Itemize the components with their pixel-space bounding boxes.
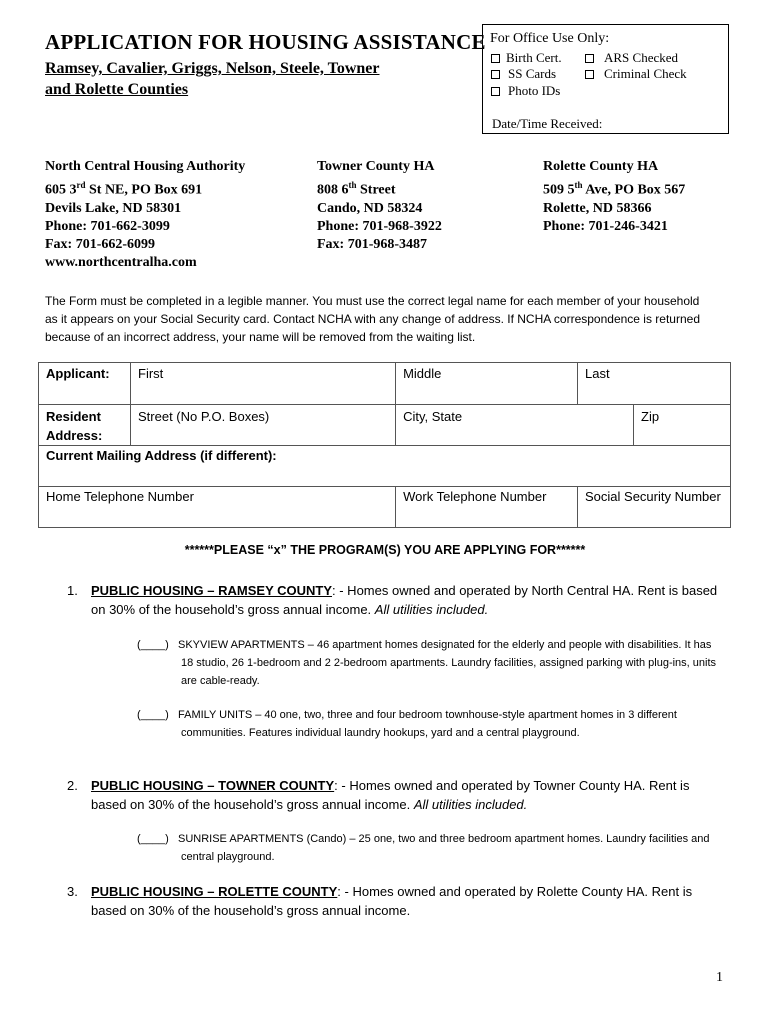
subtitle-line-2: and Rolette Counties [45, 81, 189, 98]
program-description: PUBLIC HOUSING – RAMSEY COUNTY: - Homes owned and operated by North Central HA. Rent is based on 30% of the household’s gross annual income. All utilities included. [91, 583, 718, 617]
program-towner [67, 776, 727, 814]
instructions-paragraph: The Form must be completed in a legible manner. You must use the correct legal name for each member of your household as it appears on your Social Security card. Contact NCHA with any change of address. If NCHA correspondence is returned because of an incorrect address, your name will be removed from the waiting list. [45, 294, 700, 344]
agency-phone: Phone: 701-246-3421 [543, 218, 668, 234]
ss-cards-label: SS Cards [508, 66, 557, 81]
zip-field[interactable]: Zip [634, 405, 731, 446]
street-field[interactable]: Street (No P.O. Boxes) [131, 405, 396, 446]
program-title: PUBLIC HOUSING – ROLETTE COUNTY [91, 884, 338, 899]
selection-blank[interactable]: (____) [137, 709, 169, 721]
checkbox-icon [491, 87, 500, 96]
agency-towner-county [317, 158, 442, 254]
agency-website-link[interactable]: www.northcentralha.com [45, 254, 197, 270]
agency-name: Rolette County HA [543, 159, 659, 174]
agency-rolette-county [543, 158, 685, 236]
applicant-label: Applicant: [39, 363, 131, 405]
criminal-check-checkbox[interactable] [585, 66, 687, 82]
agency-name: North Central Housing Authority [45, 159, 246, 174]
agency-phone: Phone: 701-662-3099 [45, 218, 170, 234]
agency-address-2: Cando, ND 58324 [317, 200, 423, 216]
criminal-check-label: Criminal Check [604, 66, 687, 81]
option-text: FAMILY UNITS – 40 one, two, three and four bedroom townhouse-style apartment homes in 3 different communities. Features individual laundry hookups, yard and a central playground. [178, 709, 677, 739]
agency-address-2: Rolette, ND 58366 [543, 200, 652, 216]
selection-blank[interactable]: (____) [137, 833, 169, 845]
program-ramsey [67, 581, 727, 619]
counties-subtitle [45, 58, 380, 100]
ssn-field[interactable]: Social Security Number [578, 487, 731, 528]
checkbox-icon [491, 70, 500, 79]
agency-fax: Fax: 701-968-3487 [317, 236, 428, 252]
agency-name: Towner County HA [317, 159, 435, 174]
ss-cards-checkbox[interactable] [491, 66, 556, 82]
agency-fax: Fax: 701-662-6099 [45, 236, 156, 252]
applicant-form-table [38, 362, 731, 528]
office-use-heading: For Office Use Only: [490, 31, 610, 46]
program-title: PUBLIC HOUSING – TOWNER COUNTY [91, 778, 335, 793]
photo-ids-label: Photo IDs [508, 83, 561, 98]
option-sunrise[interactable] [137, 830, 717, 866]
work-telephone-field[interactable]: Work Telephone Number [396, 487, 578, 528]
agency-address-1: 509 5th Ave, PO Box 567 [543, 180, 686, 198]
agency-north-central [45, 158, 245, 272]
home-telephone-field[interactable]: Home Telephone Number [39, 487, 396, 528]
last-name-field[interactable]: Last [578, 363, 731, 405]
checkbox-icon [585, 54, 594, 63]
ars-checked-label: ARS Checked [604, 50, 679, 65]
middle-name-field[interactable]: Middle [396, 363, 578, 405]
subtitle-line-1: Ramsey, Cavalier, Griggs, Nelson, Steele, Towner [45, 60, 380, 77]
program-number: 2. [67, 778, 78, 793]
option-text: SKYVIEW APARTMENTS – 46 apartment homes designated for the elderly and people with disabilities. It has 18 studio, 26 1-bedroom and 2 2-bedroom apartments. Laundry facilities, assigned parking with plug-ins, units are cable-ready. [178, 639, 717, 687]
program-description: PUBLIC HOUSING – ROLETTE COUNTY: - Homes owned and operated by Rolette County HA. Rent is based on 30% of the household’s gross annual income. [91, 884, 693, 918]
page-title: APPLICATION FOR HOUSING ASSISTANCE [45, 30, 486, 54]
mailing-address-field[interactable]: Current Mailing Address (if different): [39, 446, 731, 487]
selection-blank[interactable]: (____) [137, 639, 169, 651]
program-description: PUBLIC HOUSING – TOWNER COUNTY: - Homes owned and operated by Towner County HA. Rent is based on 30% of the household’s gross annual income. All utilities included. [91, 778, 690, 812]
program-title: PUBLIC HOUSING – RAMSEY COUNTY [91, 583, 333, 598]
program-rolette [67, 882, 727, 920]
agency-address-1: 808 6th Street [317, 180, 396, 198]
program-number: 3. [67, 884, 78, 899]
option-family-units[interactable] [137, 706, 717, 742]
agency-address-2: Devils Lake, ND 58301 [45, 200, 182, 216]
agency-phone: Phone: 701-968-3922 [317, 218, 442, 234]
birth-cert-label: Birth Cert. [506, 50, 562, 65]
birth-cert-checkbox[interactable] [491, 50, 562, 66]
programs-heading: ******PLEASE “x” THE PROGRAM(S) YOU ARE APPLYING FOR****** [184, 543, 586, 557]
office-use-box [482, 24, 729, 134]
checkbox-icon [491, 54, 500, 63]
program-number: 1. [67, 583, 78, 598]
option-skyview[interactable] [137, 636, 717, 690]
page-number: 1 [716, 970, 723, 985]
ars-checked-checkbox[interactable] [585, 50, 678, 66]
option-text: SUNRISE APARTMENTS (Cando) – 25 one, two and three bedroom apartment homes. Laundry facilities and central playground. [178, 833, 710, 863]
date-time-received-label: Date/Time Received: [492, 116, 603, 131]
city-state-field[interactable]: City, State [396, 405, 634, 446]
photo-ids-checkbox[interactable] [491, 83, 560, 99]
agency-address-1: 605 3rd St NE, PO Box 691 [45, 180, 203, 198]
checkbox-icon [585, 70, 594, 79]
first-name-field[interactable]: First [131, 363, 396, 405]
resident-address-label: Resident Address: [39, 405, 131, 446]
